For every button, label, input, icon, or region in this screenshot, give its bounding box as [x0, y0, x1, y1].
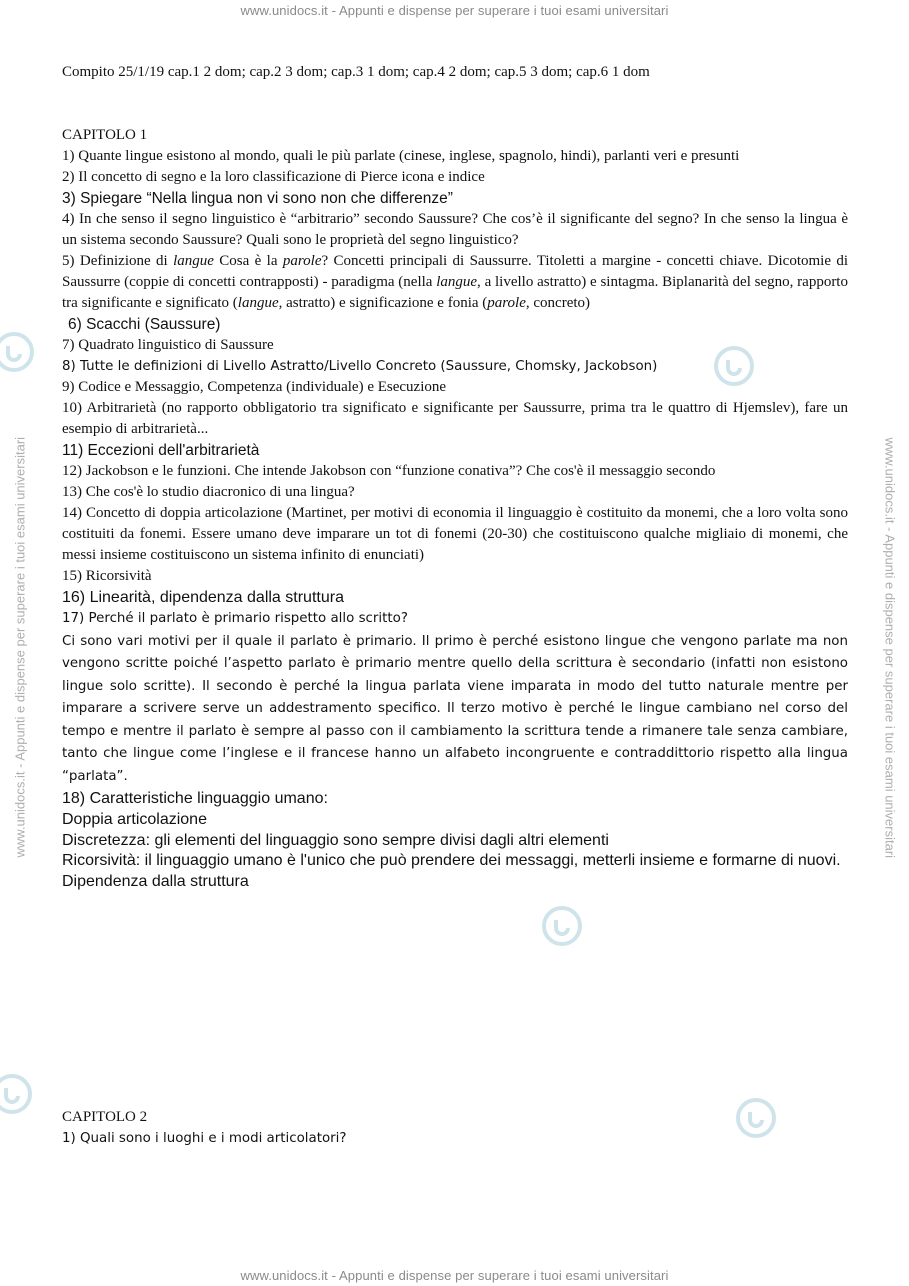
question-15: 15) Ricorsività [62, 568, 152, 584]
question-4: 4) In che senso il segno linguistico è “arbitrario” secondo Saussure? Che cos’è il significante del segno? In che senso la lingua è un sistema secondo Saussure? Quali sono le proprietà del segno linguistico? [62, 211, 848, 248]
question-9: 9) Codice e Messaggio, Competenza (individuale) e Esecuzione [62, 379, 447, 395]
chapter-2-question-1: 1) Quali sono i luoghi e i modi articolatori? [62, 1131, 347, 1146]
question-1: 1) Quante lingue esistono al mondo, quali le più parlate (cinese, inglese, spagnolo, hindi), parlanti veri e presunti [62, 148, 740, 164]
question-18-item: Ricorsività: il linguaggio umano è l'unico che può prendere dei messaggi, metterli insieme e formarne di nuovi. [62, 852, 841, 869]
chapter-2-title: CAPITOLO 2 [62, 1109, 148, 1125]
question-11: 11) Eccezioni dell'arbitrarietà [62, 442, 260, 459]
question-5: 5) Definizione di langue Cosa è la parole? Concetti principali di Saussurre. Titoletti a margine - concetti chiave. Dicotomie di Saussurre (coppie di concetti contrapposti) - paradigma (nella langue, a livello astratto) e sintagma. Biplanarità del segno, rapporto tra significante e significato (langue, astratto) e significazione e fonia (parole, concreto) [62, 253, 849, 311]
chapter-1-title: CAPITOLO 1 [62, 127, 148, 143]
question-18-item: Discretezza: gli elementi del linguaggio sono sempre divisi dagli altri elementi [62, 832, 609, 849]
question-17: 17) Perché il parlato è primario rispetto allo scritto? [62, 611, 408, 626]
question-17-answer: Ci sono vari motivi per il quale il parlato è primario. Il primo è perché esistono lingue che vengono parlate ma non vengono scritte poiché l’aspetto parlato è primario mentre quello della scrittura è secondario (infatti non esistono lingue solo scritte). Il secondo è perché la lingua parlata viene imparata in modo del tutto naturale mentre per imparare a scrivere serve un addestramento specifico. Il terzo motivo è perché le lingue cambiano nel corso del tempo e mentre il parlato è sempre al passo con il cambiamento la scrittura tende a rimanere tale senza cambiare, tanto che lingue come l’inglese e il francese hanno un alfabeto incongruente e contraddittorio rispetto alla lingua “parlata”. [62, 633, 848, 784]
watermark-left: www.unidocs.it - Appunti e dispense per superare i tuoi esami universitari [12, 436, 28, 858]
question-13: 13) Che cos'è lo studio diacronico di una lingua? [62, 484, 355, 500]
question-8: 8) Tutte le definizioni di Livello Astratto/Livello Concreto (Saussure, Chomsky, Jackobson) [62, 359, 658, 374]
question-7: 7) Quadrato linguistico di Saussure [62, 337, 274, 353]
question-12: 12) Jackobson e le funzioni. Che intende Jakobson con “funzione conativa”? Che cos'è il messaggio secondo [62, 463, 716, 479]
question-18-item: Dipendenza dalla struttura [62, 873, 249, 890]
unidocs-logo-icon [0, 330, 36, 374]
exam-header: Compito 25/1/19 cap.1 2 dom; cap.2 3 dom; cap.3 1 dom; cap.4 2 dom; cap.5 3 dom; cap.6 1 dom [62, 64, 650, 80]
unidocs-logo-icon [0, 1072, 34, 1116]
question-18: 18) Caratteristiche linguaggio umano: [62, 790, 328, 807]
watermark-bottom: www.unidocs.it - Appunti e dispense per superare i tuoi esami universitari [240, 1268, 669, 1283]
question-18-item: Doppia articolazione [62, 811, 207, 828]
question-3: 3) Spiegare “Nella lingua non vi sono non che differenze” [62, 190, 453, 207]
question-16: 16) Linearità, dipendenza dalla struttura [62, 589, 344, 606]
document-body [62, 62, 848, 1151]
question-6: 6) Scacchi (Saussure) [68, 316, 221, 333]
question-10: 10) Arbitrarietà (no rapporto obbligatorio tra significato e significante per Saussurre, prima tra le quattro di Hjemslev), fare un esempio di arbitrarietà... [62, 400, 848, 437]
watermark-right: www.unidocs.it - Appunti e dispense per superare i tuoi esami universitari [882, 437, 898, 859]
watermark-top: www.unidocs.it - Appunti e dispense per superare i tuoi esami universitari [240, 3, 669, 18]
question-14: 14) Concetto di doppia articolazione (Martinet, per motivi di economia il linguaggio è costituito da monemi, che a loro volta sono costituiti da fonemi. Essere umano deve imparare un tot di fonemi (20-30) che costituiscono qualche migliaio di monemi, che messi insieme costituiscono un sistema infinito di enunciati) [62, 505, 848, 563]
question-2: 2) Il concetto di segno e la loro classificazione di Pierce icona e indice [62, 169, 485, 185]
